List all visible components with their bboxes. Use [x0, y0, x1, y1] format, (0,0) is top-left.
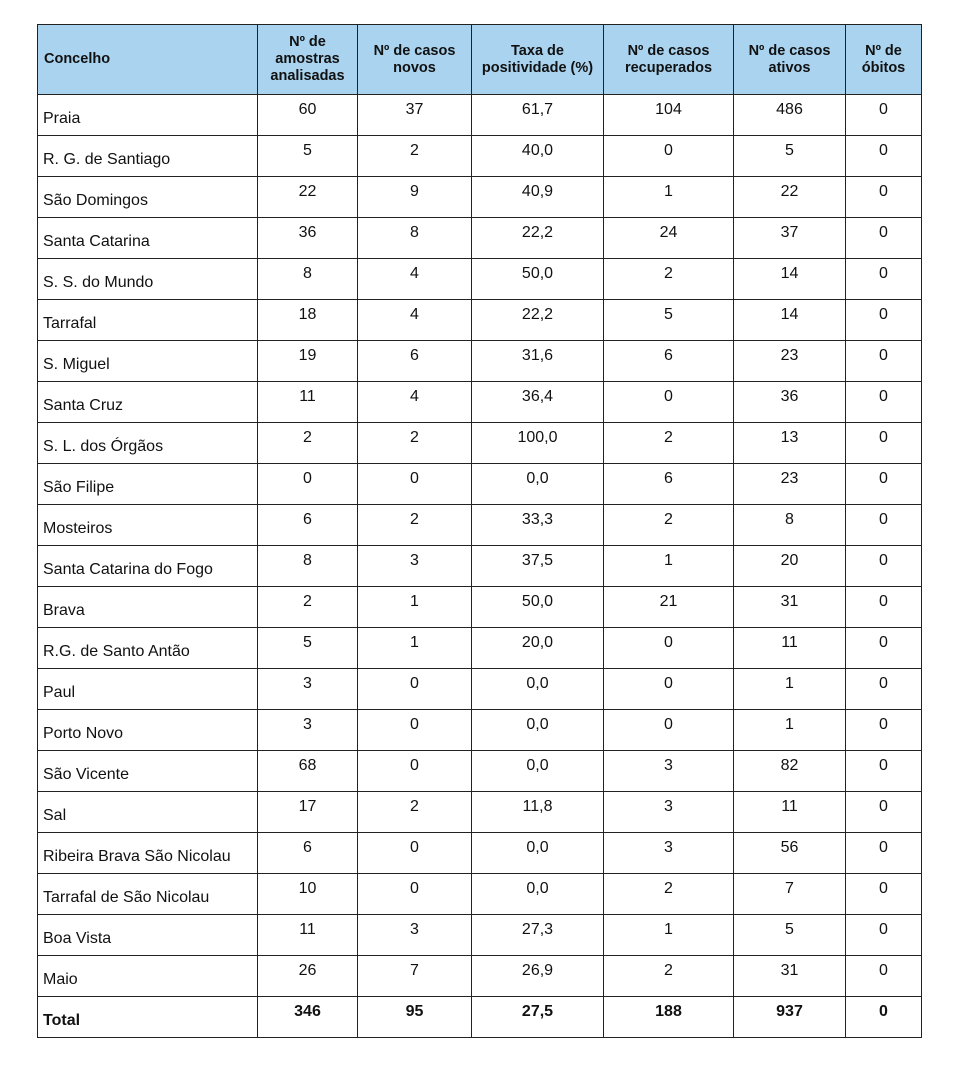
cell-obitos: 0: [846, 710, 922, 751]
cell-obitos: 0: [846, 546, 922, 587]
cell-taxa: 22,2: [472, 218, 604, 259]
cell-recuperados: 1: [604, 915, 734, 956]
table-row: [38, 300, 922, 341]
header-casos-ativos: Nº de casos ativos: [734, 25, 846, 95]
cell-concelho: S. Miguel: [38, 341, 258, 382]
cell-ativos: 23: [734, 464, 846, 505]
cell-obitos: 0: [846, 218, 922, 259]
cell-concelho: São Filipe: [38, 464, 258, 505]
total-taxa: 27,5: [472, 997, 604, 1038]
header-concelho: Concelho: [38, 25, 258, 95]
total-row: [38, 997, 922, 1038]
cell-recuperados: 24: [604, 218, 734, 259]
cell-taxa: 0,0: [472, 874, 604, 915]
cell-recuperados: 6: [604, 341, 734, 382]
cell-ativos: 5: [734, 136, 846, 177]
cell-casos-novos: 0: [358, 669, 472, 710]
table-row: [38, 833, 922, 874]
table-row: [38, 177, 922, 218]
cell-taxa: 22,2: [472, 300, 604, 341]
total-casos-novos: 95: [358, 997, 472, 1038]
header-recuperados: Nº de casos recuperados: [604, 25, 734, 95]
table-row: [38, 341, 922, 382]
cell-concelho: R.G. de Santo Antão: [38, 628, 258, 669]
cell-amostras: 11: [258, 382, 358, 423]
cell-taxa: 50,0: [472, 259, 604, 300]
cell-ativos: 486: [734, 95, 846, 136]
cell-casos-novos: 0: [358, 874, 472, 915]
cell-ativos: 20: [734, 546, 846, 587]
cell-amostras: 26: [258, 956, 358, 997]
cell-casos-novos: 0: [358, 833, 472, 874]
cell-obitos: 0: [846, 833, 922, 874]
cell-casos-novos: 0: [358, 751, 472, 792]
table-row: [38, 956, 922, 997]
cell-concelho: São Domingos: [38, 177, 258, 218]
cell-concelho: S. L. dos Órgãos: [38, 423, 258, 464]
cell-concelho: Boa Vista: [38, 915, 258, 956]
cell-casos-novos: 7: [358, 956, 472, 997]
cell-casos-novos: 0: [358, 710, 472, 751]
cell-taxa: 50,0: [472, 587, 604, 628]
cell-amostras: 10: [258, 874, 358, 915]
cell-concelho: Tarrafal: [38, 300, 258, 341]
cell-casos-novos: 2: [358, 136, 472, 177]
cell-amostras: 3: [258, 669, 358, 710]
cell-ativos: 31: [734, 587, 846, 628]
table-body: [38, 95, 922, 997]
table-row: [38, 382, 922, 423]
cell-ativos: 11: [734, 792, 846, 833]
cell-concelho: S. S. do Mundo: [38, 259, 258, 300]
total-recuperados: 188: [604, 997, 734, 1038]
cell-recuperados: 3: [604, 833, 734, 874]
cell-ativos: 13: [734, 423, 846, 464]
table-row: [38, 546, 922, 587]
cell-amostras: 18: [258, 300, 358, 341]
cell-concelho: Santa Cruz: [38, 382, 258, 423]
cell-recuperados: 3: [604, 751, 734, 792]
cell-amostras: 68: [258, 751, 358, 792]
cell-obitos: 0: [846, 792, 922, 833]
cell-taxa: 37,5: [472, 546, 604, 587]
cell-amostras: 36: [258, 218, 358, 259]
cell-recuperados: 2: [604, 423, 734, 464]
header-amostras: Nº de amostras analisadas: [258, 25, 358, 95]
table-row: [38, 505, 922, 546]
cell-casos-novos: 9: [358, 177, 472, 218]
cell-amostras: 19: [258, 341, 358, 382]
cell-amostras: 6: [258, 833, 358, 874]
cell-casos-novos: 1: [358, 628, 472, 669]
cell-concelho: Brava: [38, 587, 258, 628]
covid-cases-table: [37, 24, 922, 1038]
table-row: [38, 915, 922, 956]
cell-ativos: 8: [734, 505, 846, 546]
cell-amostras: 8: [258, 259, 358, 300]
cell-concelho: Paul: [38, 669, 258, 710]
cell-obitos: 0: [846, 669, 922, 710]
cell-casos-novos: 8: [358, 218, 472, 259]
table-row: [38, 669, 922, 710]
cell-amostras: 22: [258, 177, 358, 218]
table-row: [38, 710, 922, 751]
cell-obitos: 0: [846, 628, 922, 669]
cell-casos-novos: 37: [358, 95, 472, 136]
table-row: [38, 628, 922, 669]
cell-recuperados: 0: [604, 710, 734, 751]
cell-casos-novos: 3: [358, 546, 472, 587]
cell-taxa: 100,0: [472, 423, 604, 464]
cell-recuperados: 2: [604, 259, 734, 300]
table-row: [38, 751, 922, 792]
cell-amostras: 8: [258, 546, 358, 587]
cell-taxa: 36,4: [472, 382, 604, 423]
cell-recuperados: 2: [604, 956, 734, 997]
cell-recuperados: 3: [604, 792, 734, 833]
cell-casos-novos: 2: [358, 792, 472, 833]
cell-amostras: 2: [258, 587, 358, 628]
cell-concelho: Mosteiros: [38, 505, 258, 546]
cell-casos-novos: 0: [358, 464, 472, 505]
cell-taxa: 0,0: [472, 710, 604, 751]
cell-casos-novos: 4: [358, 259, 472, 300]
cell-ativos: 23: [734, 341, 846, 382]
cell-amostras: 11: [258, 915, 358, 956]
cell-obitos: 0: [846, 382, 922, 423]
cell-concelho: Santa Catarina: [38, 218, 258, 259]
table-header: [38, 25, 922, 95]
cell-amostras: 6: [258, 505, 358, 546]
cell-taxa: 61,7: [472, 95, 604, 136]
cell-recuperados: 6: [604, 464, 734, 505]
cell-casos-novos: 4: [358, 382, 472, 423]
cell-recuperados: 0: [604, 628, 734, 669]
cell-recuperados: 2: [604, 874, 734, 915]
table-row: [38, 218, 922, 259]
table-row: [38, 423, 922, 464]
cell-concelho: São Vicente: [38, 751, 258, 792]
cell-taxa: 20,0: [472, 628, 604, 669]
cell-ativos: 5: [734, 915, 846, 956]
cell-ativos: 14: [734, 259, 846, 300]
table-footer: [38, 997, 922, 1038]
cell-ativos: 36: [734, 382, 846, 423]
cell-amostras: 5: [258, 136, 358, 177]
cell-concelho: Praia: [38, 95, 258, 136]
total-ativos: 937: [734, 997, 846, 1038]
cell-casos-novos: 6: [358, 341, 472, 382]
cell-obitos: 0: [846, 505, 922, 546]
cell-ativos: 22: [734, 177, 846, 218]
cell-casos-novos: 2: [358, 505, 472, 546]
cell-amostras: 3: [258, 710, 358, 751]
cell-obitos: 0: [846, 95, 922, 136]
cell-taxa: 0,0: [472, 464, 604, 505]
cell-taxa: 31,6: [472, 341, 604, 382]
cell-recuperados: 1: [604, 546, 734, 587]
total-obitos: 0: [846, 997, 922, 1038]
cell-casos-novos: 3: [358, 915, 472, 956]
cell-concelho: R. G. de Santiago: [38, 136, 258, 177]
cell-obitos: 0: [846, 300, 922, 341]
cell-recuperados: 1: [604, 177, 734, 218]
cell-casos-novos: 4: [358, 300, 472, 341]
cell-taxa: 33,3: [472, 505, 604, 546]
cell-obitos: 0: [846, 915, 922, 956]
header-row: [38, 25, 922, 95]
table-row: [38, 136, 922, 177]
cell-amostras: 0: [258, 464, 358, 505]
cell-ativos: 82: [734, 751, 846, 792]
cell-ativos: 14: [734, 300, 846, 341]
table-row: [38, 95, 922, 136]
cell-taxa: 40,9: [472, 177, 604, 218]
cell-ativos: 7: [734, 874, 846, 915]
cell-amostras: 2: [258, 423, 358, 464]
cell-amostras: 5: [258, 628, 358, 669]
cell-concelho: Ribeira Brava São Nicolau: [38, 833, 258, 874]
cell-obitos: 0: [846, 956, 922, 997]
cell-obitos: 0: [846, 464, 922, 505]
cell-ativos: 56: [734, 833, 846, 874]
cell-recuperados: 5: [604, 300, 734, 341]
header-casos-novos: Nº de casos novos: [358, 25, 472, 95]
cell-taxa: 0,0: [472, 751, 604, 792]
cell-recuperados: 104: [604, 95, 734, 136]
total-amostras: 346: [258, 997, 358, 1038]
cell-obitos: 0: [846, 177, 922, 218]
cell-amostras: 17: [258, 792, 358, 833]
cell-ativos: 1: [734, 710, 846, 751]
cell-concelho: Sal: [38, 792, 258, 833]
table-row: [38, 792, 922, 833]
cell-recuperados: 21: [604, 587, 734, 628]
cell-obitos: 0: [846, 751, 922, 792]
cell-obitos: 0: [846, 341, 922, 382]
cell-obitos: 0: [846, 259, 922, 300]
cell-concelho: Tarrafal de São Nicolau: [38, 874, 258, 915]
cell-obitos: 0: [846, 423, 922, 464]
cell-ativos: 1: [734, 669, 846, 710]
table-row: [38, 587, 922, 628]
cell-concelho: Porto Novo: [38, 710, 258, 751]
cell-recuperados: 0: [604, 136, 734, 177]
cell-taxa: 26,9: [472, 956, 604, 997]
cell-amostras: 60: [258, 95, 358, 136]
cell-taxa: 0,0: [472, 669, 604, 710]
table-row: [38, 259, 922, 300]
cell-taxa: 0,0: [472, 833, 604, 874]
cell-obitos: 0: [846, 874, 922, 915]
table-row: [38, 874, 922, 915]
cell-ativos: 31: [734, 956, 846, 997]
cell-concelho: Santa Catarina do Fogo: [38, 546, 258, 587]
cell-casos-novos: 1: [358, 587, 472, 628]
cell-ativos: 11: [734, 628, 846, 669]
cell-obitos: 0: [846, 136, 922, 177]
cell-recuperados: 2: [604, 505, 734, 546]
cell-concelho: Maio: [38, 956, 258, 997]
cell-taxa: 40,0: [472, 136, 604, 177]
cell-recuperados: 0: [604, 669, 734, 710]
cell-obitos: 0: [846, 587, 922, 628]
cell-taxa: 11,8: [472, 792, 604, 833]
cell-taxa: 27,3: [472, 915, 604, 956]
cell-ativos: 37: [734, 218, 846, 259]
cell-casos-novos: 2: [358, 423, 472, 464]
header-obitos: Nº de óbitos: [846, 25, 922, 95]
cell-recuperados: 0: [604, 382, 734, 423]
table-row: [38, 464, 922, 505]
header-taxa-positividade: Taxa de positividade (%): [472, 25, 604, 95]
total-label: Total: [38, 997, 258, 1038]
